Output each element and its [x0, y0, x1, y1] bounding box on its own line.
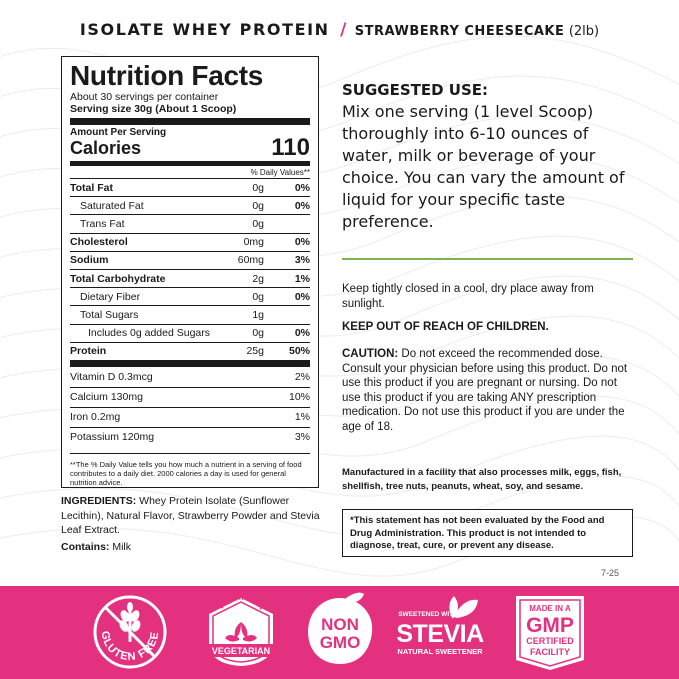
nutrient-amount: 0g [252, 290, 264, 303]
vitamin-dv: 10% [288, 391, 310, 404]
daily-value-footnote: **The % Daily Value tells you how much a nutrient in a serving of food contributes to a daily diet. 2000 calories a day is used for general nutrition advice. [70, 453, 310, 487]
vitamin-row-potassium [70, 427, 310, 447]
amount-per-serving: Amount Per Serving [70, 127, 167, 138]
keep-out-warning: KEEP OUT OF REACH OF CHILDREN. [342, 321, 549, 333]
nutrient-row-added-sugars [70, 324, 310, 342]
natural-sweetener-label: NATURAL SWEETENER [397, 647, 483, 656]
nutrient-row-sodium [70, 251, 310, 269]
nutrition-facts-title: Nutrition Facts [70, 60, 264, 91]
gluten-free-label: GLUTEN FREE [98, 630, 162, 664]
facility-label: FACILITY [530, 647, 570, 657]
nutrient-dv: 0% [294, 327, 310, 340]
non-gmo-badge [302, 590, 378, 670]
servings-per-container: About 30 servings per container [70, 91, 219, 103]
nutrient-amount: 0mg [243, 236, 264, 249]
vitamin-row-calcium [70, 387, 310, 407]
nutrient-row-cholesterol [70, 233, 310, 251]
vegetarian-label: VEGETARIAN [211, 646, 271, 656]
nutrient-row-dietary-fiber [70, 287, 310, 305]
gmp-badge [512, 592, 588, 672]
nutrient-name: Cholesterol [70, 236, 128, 249]
nutrient-name: Total Fat [70, 181, 113, 194]
nutrient-dv: 50% [288, 345, 310, 358]
nutrient-row-total-fat [70, 178, 310, 196]
nutrient-amount: 0g [252, 217, 264, 230]
thick-divider [70, 118, 310, 125]
contains-text [61, 541, 131, 553]
daily-values-header: % Daily Values** [70, 165, 310, 178]
calories-label: Calories [70, 138, 142, 158]
gluten-free-badge [92, 594, 168, 670]
product-flavor: STRAWBERRY CHEESECAKE [354, 24, 565, 39]
nutrient-amount: 0g [252, 199, 264, 212]
vitamin-row-vitamin-d [70, 367, 310, 387]
nutrient-name: Total Carbohydrate [70, 272, 166, 285]
nutrient-dv: 3% [294, 254, 310, 267]
nutrient-row-protein [70, 342, 310, 360]
nutrient-row-saturated-fat [70, 196, 310, 214]
nutrient-amount: 2g [252, 272, 264, 285]
suggested-use-title: SUGGESTED USE: [342, 81, 489, 99]
stevia-small-label: SWEETENED WITH [398, 611, 458, 618]
stevia-badge [394, 594, 490, 670]
stevia-label: STEVIA [396, 620, 484, 648]
nutrient-dv: 0% [294, 236, 310, 249]
nutrient-row-trans-fat [70, 214, 310, 232]
vitamin-name: Calcium 130mg [70, 391, 143, 404]
nutrient-name: Total Sugars [80, 308, 139, 321]
ingredients-list: Whey Protein Isolate (Sunflower Lecithin), Natural Flavor, Strawberry Powder and Stevia Leaf Extract. [61, 495, 320, 536]
fda-disclaimer: *This statement has not been evaluated by the Food and Drug Administration. This product is not intended to diagnose, treat, cure, or prevent any disease. [342, 509, 633, 557]
vitamin-row-iron [70, 407, 310, 427]
vitamin-name: Vitamin D 0.3mcg [70, 370, 153, 383]
ingredients-text [61, 494, 321, 538]
thick-divider [70, 360, 310, 367]
calories-value: 110 [271, 134, 310, 161]
nutrient-amount: 0g [252, 181, 264, 194]
nutrient-name: Sodium [70, 254, 109, 267]
nutrient-name: Includes 0g added Sugars [88, 327, 211, 340]
ingredients-label: INGREDIENTS: [61, 495, 137, 507]
nutrient-name: Dietary Fiber [80, 290, 141, 303]
nutrient-amount: 60mg [237, 254, 264, 267]
nutrient-name: Saturated Fat [80, 199, 144, 212]
allergen-facility-statement: Manufactured in a facility that also processes milk, eggs, fish, shellfish, tree nuts, peanuts, wheat, soy, and sesame. [342, 467, 622, 492]
nutrient-amount: 0g [252, 327, 264, 340]
vitamin-name: Potassium 120mg [70, 431, 155, 444]
caution-text [342, 347, 634, 434]
vitamin-dv: 3% [294, 431, 310, 444]
contains-label: Contains: [61, 541, 110, 553]
nutrient-dv: 1% [294, 272, 310, 285]
certified-label: CERTIFIED [526, 636, 574, 646]
product-size: (2lb) [568, 24, 600, 39]
non-label: NON [321, 615, 359, 634]
product-name: ISOLATE WHEY PROTEIN [79, 20, 330, 39]
header-slash: / [340, 20, 347, 40]
serving-size: Serving size 30g (About 1 Scoop) [70, 103, 237, 115]
gmp-label: GMP [526, 614, 574, 637]
nutrition-facts-panel [61, 56, 319, 488]
nutrient-amount: 25g [246, 345, 264, 358]
nutrient-row-total-sugars [70, 305, 310, 323]
nutrient-amount: 1g [252, 308, 264, 321]
nutrient-row-total-carbohydrate [70, 269, 310, 287]
vitamin-dv: 2% [294, 370, 310, 383]
gmp-top-label: MADE IN A [529, 604, 571, 613]
product-header [0, 20, 679, 40]
nutrient-dv: 0% [294, 290, 310, 303]
storage-instructions: Keep tightly closed in a cool, dry place away from sunlight. [342, 283, 594, 310]
green-divider [342, 258, 633, 260]
vitamin-dv: 1% [294, 411, 310, 424]
gmo-label: GMO [319, 633, 361, 652]
nutrient-dv: 0% [294, 199, 310, 212]
nutrient-dv: 0% [294, 181, 310, 194]
vitamin-name: Iron 0.2mg [70, 411, 121, 424]
vegetarian-top-label: VEGETARIAN [217, 594, 265, 612]
label-code: 7-25 [601, 568, 620, 578]
caution-body: Do not exceed the recommended dose. Consult your physician before using this product. Do not use this product if you are pregnant or nursing. Do not use this product if you are taking ANY prescription medication. Do not use this product if you are under the age of 18. [342, 348, 628, 433]
contains-allergens: Milk [109, 541, 132, 553]
leaf-icon [346, 593, 364, 603]
vegetarian-badge [203, 594, 279, 670]
calories-row [70, 134, 310, 161]
nutrient-name: Protein [70, 345, 107, 358]
caution-label: CAUTION: [342, 348, 399, 360]
nutrient-name: Trans Fat [80, 217, 125, 230]
suggested-use-body: Mix one serving (1 level Scoop) thoroughly into 6-10 ounces of water, milk or beverage of your choice. You can vary the amount of liquid for your specific taste preference. [342, 102, 625, 231]
